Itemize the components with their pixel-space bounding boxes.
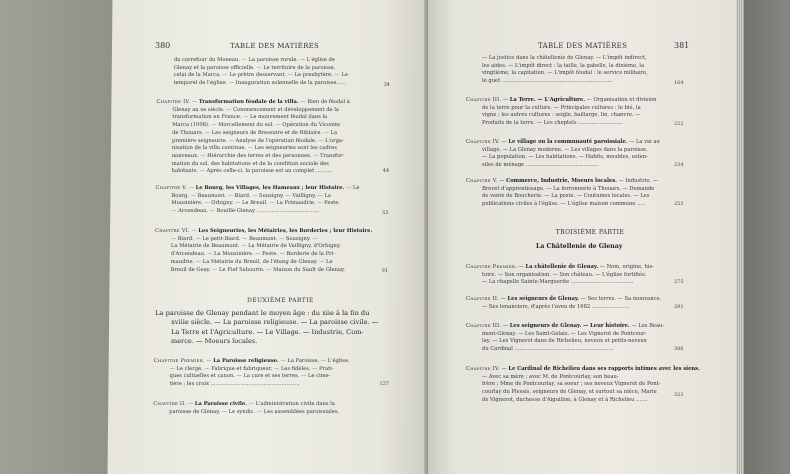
text-line: publications civiles à l'église. — L'église maison commune .....	[482, 201, 646, 208]
page-ref: 234	[674, 162, 684, 168]
intro-block	[482, 55, 722, 86]
text-line: Produits de la terre. — Les cheptels ...........................	[482, 120, 623, 127]
text-line: nouveaux. — Hiérarchie des terres et des personnes. — Transfor-	[171, 152, 345, 159]
text-line: La Métairie de Beaumont. — La Métairie de Vailligny, d'Orbigny,	[170, 243, 341, 250]
page-ref: 306	[674, 346, 684, 352]
page-ref: 44	[382, 168, 390, 174]
text-line: première seigneurie. — Analyse de l'opération féodale. — L'orga-	[171, 137, 344, 144]
text-line: frère ; Mme de Pontcourlay, sa soeur ; ses neveux Vignerot de Pont-	[482, 381, 661, 388]
chapter-label: Chapitre Premier.	[466, 264, 517, 270]
chapter-entry: Chapitre Premier. — La châtellenie de Glenay. — Nom, origine, his- toire. — Son organisation. — Son château. — L'église fortifiée. — La chapelle Sainte-Marguerite ......................................	[466, 264, 720, 287]
chapter-entry: Chapitre V. — Commerce, Industrie, Moeurs locales. — Industrie. — Brevet d'apprentissage. — La ferronnerie à Thouars. — Demande de vente de Boucherie. — La poste. — Coutumes locales. — Les publications civiles à l'église. — L'église maison commune .....	[466, 178, 720, 209]
text-line: — Le clergé. — Fabrique et fabriqueur. — Les fidèles. — Prati-	[169, 365, 334, 372]
chapter-entry: Chapitre Premier. — La Paroisse religieuse. — La Paroisse. — L'église. — Le clergé. — Fabrique et fabriqueur. — Les fidèles. — Prati- ques cultuelles et canon. — La cure et ses terres. — Le cime- tière ; les croix ......................................................	[153, 358, 411, 389]
chapter-entry: Chapitre IV. — Le Cardinal de Richelieu dans ses rapports intimes avec les siens. — Avec sa mère ; avec M. de Pontcourlay, son beau- frère ; Mme de Pontcourlay, sa soeur ; ses neveux Vignerot de Pont- courlay du Plessis, seigneurs de Glenay, et surtout sa nièce, Marie de Vignerot, duchesse d'Aiguillon, à Glenay et à Richelieu .......	[466, 366, 720, 405]
text-line: — La vie au	[629, 139, 660, 145]
chapter-entry: Chapitre IV. — Le village ou la communauté paroissiale. — La vie au village. — La Glenay moderne. — Les villages dans la paroisse. — La population. — Les habitations. — Habits, meubles, usten- siles de ménage ............................................	[466, 139, 720, 170]
chapter-label: Chapitre II.	[466, 296, 500, 302]
text-line: mont-Glenay. — Les Saint-Gelais. — Les Vignerot de Pontcour-	[482, 330, 647, 337]
text-line: — La Paroisse. — L'église.	[280, 358, 350, 364]
page-number-right: 381	[674, 41, 690, 50]
chapter-label: Chapitre Premier.	[153, 358, 205, 364]
text-line: Breuil de Geay. — Le Fief Sabourin. — Maison du Sault de Glenay.	[170, 266, 345, 273]
part-intro	[155, 309, 417, 347]
text-line: maudrie. — La Métairie du Breuil, de l'étang de Glenay. — Le	[170, 258, 333, 265]
chapter-label: Chapitre II.	[153, 401, 187, 407]
chapter-entry: Chapitre III. — La Terre. — L'Agriculture. — Organisation et division de la terre pour la culture. — Principales cultures : le blé, la vigne ; les autres cultures : seigle, baillarge, lin, chanvre. — Produits de la terre. — Les cheptels ...........................	[466, 97, 720, 128]
chapter-entry: Chapitre V. — Le Bourg, les Villages, les Hameaux ; leur Histoire. — Le Bourg. — Beaumont. — Biard. — Sousigny. — Vailligny. — La Mousinière. — Orbigny. — Le Breuil. — La Primaudrie. — Feste. — Arcendeau. — Bouillé-Glenay ......................................	[155, 185, 413, 216]
page-ref: 164	[674, 80, 684, 86]
text-line: — Organisation et division	[586, 97, 657, 103]
text-line: — Rien de féodal à	[300, 99, 350, 105]
chapter-entry: Chapitre II. — La Paroisse civile. — L'administration civile dans la paroisse de Glenay. — Le syndic. — Les assemblées paroissiales.	[153, 401, 411, 416]
chapter-label: Chapitre V.	[466, 178, 498, 184]
chapter-title: La châtellenie de Glenay.	[525, 264, 599, 270]
chapter-label: Chapitre III.	[466, 97, 502, 103]
page-ref: 222	[674, 121, 684, 127]
text-line: mation du sol, des habitations et de la condition sociale des	[171, 160, 329, 167]
text-line: — La justice dans la châtellenie de Glenay. — L'impôt indirect,	[482, 55, 647, 61]
text-line: — Arcendeau. — Bouillé-Glenay ......................................	[171, 208, 320, 215]
text-line: — Ses terres. — Sa mouvance.	[580, 296, 662, 302]
chapter-label: Chapitre IV.	[156, 99, 191, 105]
text-line: tière ; les croix ......................................................	[169, 381, 300, 388]
text-line: habitants. — Après celle-ci, la paroisse est au complet ..........	[171, 168, 333, 175]
text-line: d'Arcendeau. — La Mousinière. — Feste. — Borderie de la Pri-	[170, 251, 335, 258]
text-line: — L'administration civile dans la	[248, 401, 335, 407]
text-line: — Biard. — Le petit-Biard. — Beaumont. — Sousigny. —	[170, 235, 318, 242]
text-line: vigne ; les autres cultures : seigle, baillarge, lin, chanvre. —	[482, 112, 641, 119]
chapter-label: Chapitre IV.	[466, 139, 500, 145]
right-page	[428, 0, 740, 474]
chapter-title: Les seigneurs de Glenay.	[507, 296, 580, 302]
text-line: nisation de la villa continue. — Les seigneuries sont les cadres	[171, 145, 337, 152]
text-line: le guet ...................................................................	[482, 78, 613, 85]
page-number-left: 380	[154, 41, 171, 50]
part-subtitle: La Châtellenie de Glenay	[536, 243, 623, 250]
chapter-title: Le Bourg, les Villages, les Hameaux ; leur Histoire.	[195, 185, 345, 191]
chapter-title: Commerce, Industrie, Moeurs locales.	[506, 178, 617, 184]
text-line: — Le	[346, 185, 360, 191]
part-title: TROISIÈME PARTIE	[555, 229, 625, 236]
background-left	[0, 0, 120, 474]
text-line: xviiie siècle. — La paroisse religieuse. — La paroisse civile. —	[171, 318, 379, 327]
page-edges	[736, 0, 744, 474]
text-line: de Vignerot, duchesse d'Aiguillon, à Glenay et à Richelieu .......	[482, 396, 648, 403]
text-line: de la terre pour la culture. — Principales cultures : le blé, la	[482, 104, 641, 111]
part-title: DEUXIÈME PARTIE	[246, 297, 314, 304]
page-ref: 291	[674, 304, 684, 310]
text-line: Mousinière. — Orbigny. — Le Breuil. — La Primaudrie. — Feste.	[171, 200, 340, 207]
text-line: celui de la Marca. — Le prêtre desservant. — Le presbytère. — Le	[173, 72, 348, 79]
text-line: vingtième, la capitation. — L'impôt féodal : le service militaire,	[482, 70, 648, 77]
chapter-title: Les seigneurs de Glenay. — Leur histoire.	[509, 323, 630, 329]
text-line: village. — La Glenay moderne. — Les villages dans la paroisse.	[482, 146, 648, 153]
text-line: Marca (1008). — Morcellement du sol. — Opération du Vicomte	[172, 122, 341, 129]
text-line: paroisse de Glenay. — Le syndic. — Les assemblées paroissiales.	[169, 408, 340, 415]
text-line: lay. — Les Vignerot dans de Richelieu, neveux et petits-neveux	[482, 338, 647, 345]
text-line: du Cardinal ............................................................	[482, 346, 614, 353]
text-line: — Les Beau-	[631, 323, 665, 329]
text-line: Bourg. — Beaumont. — Biard. — Sousigny. — Vailligny. — La	[171, 192, 332, 199]
text-line: temporel de l'église. — Inauguration solennelle de la paroisse......	[173, 80, 347, 87]
text-line: de vente de Boucherie. — La poste. — Coutumes locales. — Les	[482, 193, 650, 200]
running-header-right: TABLE DES MATIÈRES	[538, 42, 628, 50]
text-line: — La chapelle Sainte-Marguerite ......................................	[482, 279, 634, 286]
chapter-entry: Chapitre II. — Les seigneurs de Glenay. — Ses terres. — Sa mouvance. — Ses tenanciers, d'après l'aveu de 1682 .......................	[466, 296, 720, 311]
running-header-left: TABLE DES MATIÈRES	[229, 42, 320, 50]
chapter-entry: Chapitre IV. — Transformation féodale de la villa. — Rien de féodal à Glenay au xe siècle. — Commencement et développement de la transformation en France. — Le mouvement féodal dans la Marca (1008). — Morcellement du sol. — Opération du Vicomte de Thouars. — Les seigneurs de Bressuire et de Riblaire. — La première seigneurie. — Analyse de l'opération féodale. — L'orga- nisation de la villa continue. — Les seigneuries sont les cadres nouveaux. — Hiérarchie des terres et des personnes. — Transfor- mation du sol, des habitations et de la condition sociale des habitants. — Après celle-ci, la paroisse est au complet ..........	[156, 99, 415, 176]
text-line: toire. — Son organisation. — Son château. — L'église fortifiée.	[482, 271, 647, 278]
text-line: — La population. — Les habitations. — Habits, meubles, usten-	[482, 154, 648, 161]
text-line: ques cultuelles et canon. — La cure et ses terres. — Le cime-	[169, 373, 331, 380]
text-line: La paroisse de Glenay pendant le moyen âge : du xiie à la fin du	[155, 309, 370, 317]
page-ref: 323	[674, 392, 684, 398]
text-line: Glenay et la paroisse officielle. — Le territoire de la paroisse,	[173, 64, 336, 71]
intro-block	[174, 57, 414, 88]
page-ref: 55	[382, 210, 389, 216]
text-line: de Thouars. — Les seigneurs de Bressuire et de Riblaire. — La	[172, 129, 338, 136]
text-line: courlay du Plessis, seigneurs de Glenay, et surtout sa nièce, Marie	[482, 389, 657, 396]
text-line: les aides. — L'impôt direct : la taille, la gabelle, la dixième, la	[482, 62, 645, 69]
text-line: siles de ménage ............................................	[482, 162, 599, 169]
chapter-entry: Chapitre VI. — Les Seigneuries, les Métairies, les Borderies ; leur Histoire. — Biard. — Le petit-Biard. — Beaumont. — Sousigny. — La Métairie de Beaumont. — La Métairie de Vailligny, d'Orbigny, d'Arcendeau. — La Mousinière. — Feste. — Borderie de la Pri- maudrie. — La Métairie du Breuil, de l'étang de Glenay. — Le Breuil de Geay. — Le Fief Sabourin. — Maison du Sault de Glenay.	[155, 228, 413, 274]
left-page	[108, 0, 431, 474]
page-ref: 91	[381, 268, 389, 274]
text-line: — Ses tenanciers, d'après l'aveu de 1682 .......................	[482, 303, 630, 310]
text-line: transformation en France. — Le mouvement féodal dans la	[172, 114, 328, 121]
page-ref: 253	[674, 201, 684, 207]
text-line: du carrefour du Moneau. — La paroisse rurale. — L'église de	[173, 57, 335, 63]
chapter-title: Le Cardinal de Richelieu dans ses rapports intimes avec les siens.	[508, 366, 700, 372]
text-line: La Terre et l'Agriculture. — Le Village. — Industrie, Com-	[170, 327, 364, 336]
chapter-title: Les Seigneuries, les Métairies, les Borderies ; leur Histoire.	[198, 228, 373, 234]
chapter-title: La Paroisse civile.	[194, 401, 248, 407]
text-line: Brevet d'apprentissage. — La ferronnerie à Thouars. — Demande	[482, 185, 655, 192]
text-line: merce. — Moeurs locales.	[170, 337, 258, 346]
text-line: Glenay au xe siècle. — Commencement et développement de la	[172, 106, 340, 113]
chapter-title: La Paroisse religieuse.	[213, 358, 279, 364]
chapter-label: Chapitre IV.	[466, 366, 500, 372]
chapter-title: La Terre. — L'Agriculture.	[509, 97, 586, 103]
page-ref: 275	[674, 279, 684, 285]
chapter-entry: Chapitre III. — Les seigneurs de Glenay. — Leur histoire. — Les Beau- mont-Glenay. — Les Saint-Gelais. — Les Vignerot de Pontcour- lay. — Les Vignerot dans de Richelieu, neveux et petits-neveux du Cardinal ............................................................	[466, 323, 720, 354]
text-line: — Industrie. —	[618, 178, 658, 184]
chapter-label: Chapitre III.	[466, 323, 502, 329]
chapter-label: Chapitre VI.	[155, 228, 190, 234]
page-ref: 127	[379, 381, 390, 387]
chapter-title: Transformation féodale de la villa.	[198, 99, 299, 105]
text-line: — Nom, origine, his-	[599, 264, 654, 270]
chapter-label: Chapitre V.	[155, 185, 188, 191]
page-ref: 34	[383, 82, 390, 88]
text-line: — Avec sa mère ; avec M. de Pontcourlay, son beau-	[482, 373, 619, 380]
chapter-title: Le village ou la communauté paroissiale.	[508, 139, 628, 145]
